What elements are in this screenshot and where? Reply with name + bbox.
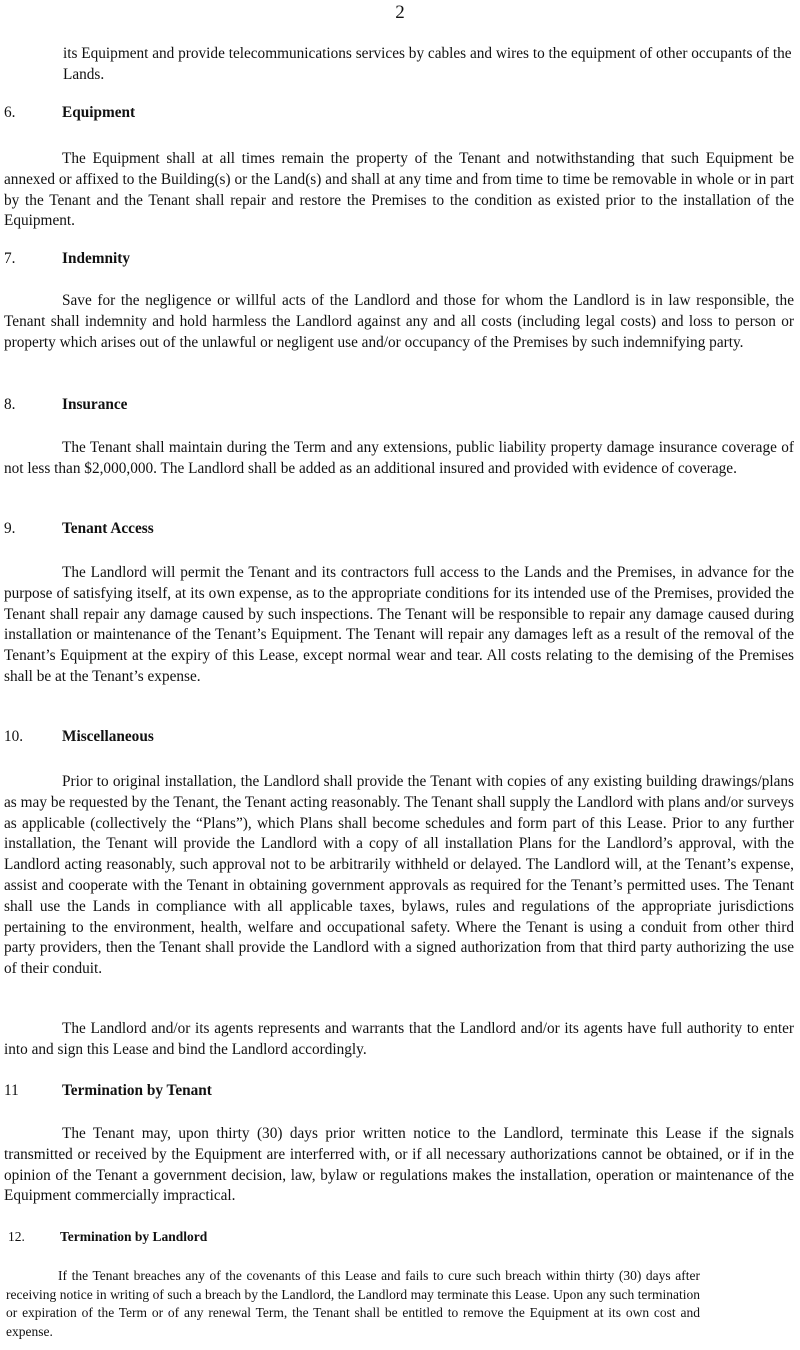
continuation-paragraph: its Equipment and provide telecommunications services by cables and wires to the equipment of other occupants of the Lands. — [63, 45, 792, 83]
section-title: Termination by Landlord — [60, 1229, 208, 1244]
section-title: Termination by Tenant — [62, 1082, 212, 1099]
section-10-paragraph-2: The Landlord and/or its agents represents and warrants that the Landlord and/or its agents have full authority to enter into and sign this Lease and bind the Landlord accordingly. — [4, 1020, 794, 1058]
section-number: 11 — [4, 1082, 19, 1099]
section-title: Equipment — [62, 104, 136, 121]
section-6-paragraph: The Equipment shall at all times remain the property of the Tenant and notwithstanding that such Equipment be annexed or affixed to the Building(s) or the Land(s) and shall at any time and from time to time be removable in whole or in part by the Tenant and the Tenant shall repair and restore the Premises to the condition as existed prior to the installation of the Equipment. — [4, 150, 794, 230]
section-8-paragraph: The Tenant shall maintain during the Term and any extensions, public liability property damage insurance coverage of not less than $2,000,000. The Landlord shall be added as an additional insured and provided with evidence of coverage. — [4, 439, 794, 477]
section-6-heading — [4, 104, 135, 122]
section-12-paragraph: If the Tenant breaches any of the covenants of this Lease and fails to cure such breach within thirty (30) days after receiving notice in writing of such a breach by the Landlord, the Landlord may terminate this Lease. Upon any such termination or expiration of the Term or of any renewal Term, the Tenant shall be entitled to remove the Equipment at its own cost and expense. — [6, 1268, 700, 1339]
section-title: Miscellaneous — [62, 728, 154, 745]
section-number: 6. — [4, 104, 16, 121]
section-number: 10. — [4, 728, 24, 745]
section-7-paragraph: Save for the negligence or willful acts of the Landlord and those for whom the Landlord is in law responsible, the Tenant shall indemnity and hold harmless the Landlord against any and all costs (including legal costs) and loss to person or property which arises out of the unlawful or negligent use and/or occupancy of the Premises by such indemnifying party. — [4, 292, 794, 351]
section-title: Tenant Access — [62, 520, 154, 537]
section-9-heading — [4, 520, 154, 538]
page-number: 2 — [395, 2, 405, 23]
section-11-paragraph: The Tenant may, upon thirty (30) days prior written notice to the Landlord, terminate this Lease if the signals transmitted or received by the Equipment are interferred with, or if all necessary authorizations cannot be obtained, or if in the opinion of the Tenant a government decision, law, bylaw or regulations makes the installation, operation or maintenance of the Equipment commercially impractical. — [4, 1125, 794, 1205]
section-number: 9. — [4, 520, 16, 537]
section-11-heading — [4, 1082, 212, 1100]
section-title: Indemnity — [62, 250, 130, 267]
section-9-paragraph: The Landlord will permit the Tenant and its contractors full access to the Lands and the Premises, in advance for the purpose of satisfying itself, at its own expense, as to the appropriate conditions for its intended use of the Premises, provided the Tenant shall repair any damage caused by such inspections. The Tenant will be responsible to repair any damage caused during installation or maintenance of the Tenant’s Equipment. The Tenant will repair any damages left as a result of the removal of the Tenant’s Equipment at the expiry of this Lease, except normal wear and tear. All costs relating to the demising of the Premises shall be at the Tenant’s expense. — [4, 564, 794, 685]
section-12-heading — [8, 1229, 207, 1245]
section-8-heading — [4, 396, 127, 414]
section-title: Insurance — [62, 396, 128, 413]
section-number: 12. — [8, 1229, 25, 1244]
section-number: 8. — [4, 396, 16, 413]
section-10-paragraph-1: Prior to original installation, the Landlord shall provide the Tenant with copies of any existing building drawings/plans as may be requested by the Tenant, the Tenant acting reasonably. The Tenant shall supply the Landlord with plans and/or surveys as applicable (collectively the “Plans”), which Plans shall become schedules and form part of this Lease. Prior to any further installation, the Tenant will provide the Landlord with a copy of all installation Plans for the Landlord’s approval, with the Landlord acting reasonably, such approval not to be arbitrarily withheld or delayed. The Landlord will, at the Tenant’s expense, assist and cooperate with the Tenant in obtaining government approvals as required for the Tenant’s permitted uses. The Tenant shall use the Lands in compliance with all applicable taxes, bylaws, rules and regulations of the appropriate jurisdictions pertaining to the environment, health, welfare and occupational safety. Where the Tenant is using a conduit from other third party providers, then the Tenant shall provide the Landlord with a signed authorization from that third party authorizing the use of their conduit. — [4, 773, 794, 978]
section-7-heading — [4, 250, 130, 268]
section-10-heading — [4, 728, 154, 746]
section-number: 7. — [4, 250, 16, 267]
